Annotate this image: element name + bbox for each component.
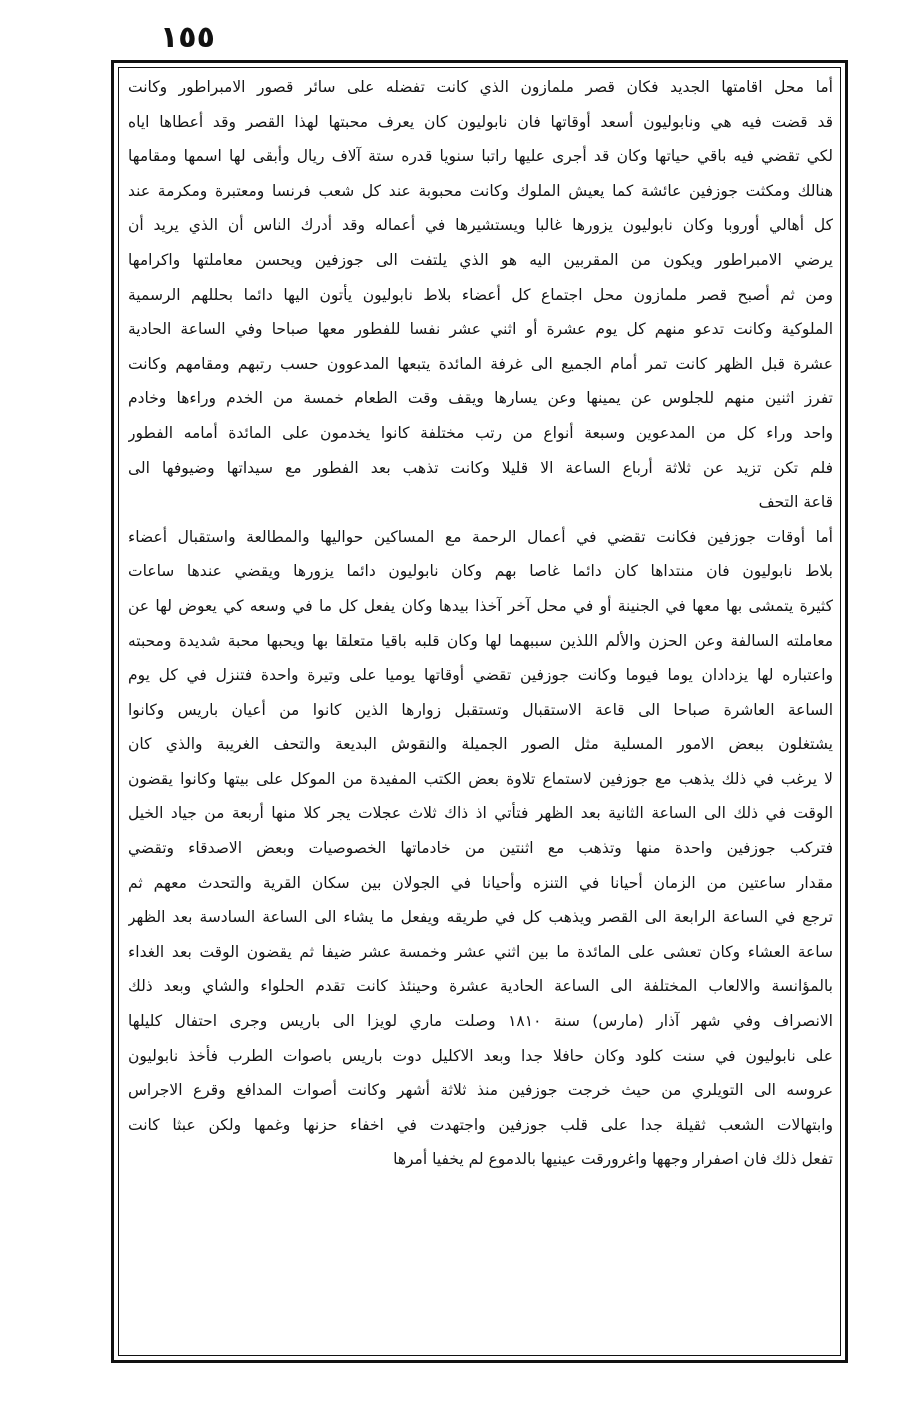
text-line: تفعل ذلك فان اصفرار وجهها واغرورقت عينيها بالدموع لم يخفيا أمرها <box>393 1150 833 1169</box>
text-line: على نابوليون في سنت كلود وكان حافلا جدا وبعد الاكليل دوت باريس باصوات الطرب فأخذ نابوليون <box>128 1046 833 1065</box>
text-line: الملوكية وكانت تدعو منهم كل يوم عشرة أو اثني عشر نفسا للفطور معها صباحا وفي الساعة الحادية <box>128 320 833 339</box>
text-line: معاملته السالفة وعن الحزن والألم اللذين سببهما لها وكان قلبه باقيا متعلقا بها ويحبها محبة شديدة ومحبته <box>128 631 833 650</box>
text-line: واحد وراء كل من المدعوين وسبعة أنواع من رتب مختلفة كانوا يخدمون على المائدة أمامه الفطور <box>128 423 833 442</box>
text-line: لا يرغب في ذلك يذهب مع جوزفين لاستماع تلاوة بعض الكتب المفيدة من الموكل على بيتها وكانوا يقضون <box>128 769 833 788</box>
text-line: ساعة العشاء وكان تعشى على المائدة ما بين اثني عشر وخمسة عشر ضيفا ثم يقضون الوقت بعد الغداء <box>128 942 833 961</box>
text-line: يرضي الامبراطور ويكون من المقربين اليه هو الذي يلتفت الى جوزفين ويحسن معاملتها واكرامها <box>128 250 833 269</box>
body-text <box>128 70 833 1350</box>
text-line: بلاط نابوليون فان منتداها كان دائما غاصا بهم وكان نابوليون دائما يزورها ويقضي عندها ساعات <box>128 562 833 581</box>
text-line: قاعة التحف <box>758 493 833 512</box>
text-line: الانصراف وفي شهر آذار (مارس) سنة ١٨١٠ وصلت ماري لويزا الى باريس وجرى احتفال كليلها <box>128 1012 833 1031</box>
text-line: واعتباره لها يزدادان يوما فيوما وكانت جوزفين تقضي أوقاتها يوميا على وتيرة واحدة فتنزل في كل يوم <box>128 666 833 685</box>
text-line: عشرة قبل الظهر كانت تمر أمام الجميع الى غرفة المائدة يتبعها المدعوون حسب رتبهم ومقامهم وكانت <box>128 354 833 373</box>
text-line: أما محل اقامتها الجديد فكان قصر ملمازون الذي كانت تفضله على سائر قصور الامبراطور وكانت <box>128 78 833 96</box>
text-line: قد قضت فيه هي ونابوليون أسعد أوقاتها فان نابوليون كان يعرف محبتها لهذا القصر وقد أعطاها اياه <box>128 112 833 131</box>
text-line: وابتهالات الشعب ثقيلة جدا على قلب جوزفين واجتهدت في اخفاء حزنها وغمها ولكن عبثا كانت <box>128 1115 833 1134</box>
text-line: عروسه الى التويلري من حيث خرجت جوزفين منذ ثلاثة أشهر وكانت أصوات المدافع وقرع الاجراس <box>128 1081 833 1100</box>
text-line: كل أهالي أوروبا وكان نابوليون يزورها غالبا ويستشيرها في أعماله وقد أدرك الناس أن الذي يريد أن <box>128 216 833 235</box>
text-line: كثيرة يتمشى بها معها في الجنينة أو في محل آخر آخذا بيدها وكان يفعل كل ما في وسعه كي يعوض لها عن <box>128 596 833 615</box>
text-line: الساعة العاشرة صباحا الى قاعة الاستقبال وتستقبل زوارها الذين كانوا من أعيان باريس وكانوا <box>128 700 833 719</box>
text-line: الوقت في ذلك الى الساعة الثانية بعد الظهر فتأتي اذ ذاك ثلاث عجلات يجر كلا منها أربعة من جياد الخيل <box>128 804 833 823</box>
text-line: فتركب جوزفين واحدة منها وتذهب مع اثنتين من خادماتها الخصوصيات وبعض الاصدقاء وتقضي <box>128 839 833 858</box>
page-number: ١٥٥ <box>160 20 215 55</box>
text-line: هنالك ومكثت جوزفين عائشة كما يعيش الملوك وكانت محبوبة عند كل شعب فرنسا ومعتبرة ومكرمة عند <box>128 181 833 200</box>
text-line: لكي تقضي فيه باقي حياتها وكان قد أجرى عليها راتبا سنويا قدره ستة آلاف ريال وأبقى لها اسمها ومقامها <box>128 147 833 166</box>
text-line: بالمؤانسة والالعاب المختلفة الى الساعة الحادية عشرة وحينئذ كانت تقدم الحلواء والشاي وبعد ذلك <box>128 977 833 996</box>
text-line: أما أوقات جوزفين فكانت تقضي في أعمال الرحمة مع المساكين حواليها والمطالعة واستقبال أعضاء <box>128 527 833 546</box>
text-line: ترجع في الساعة الرابعة الى القصر ويذهب كل في طريقه ويفعل ما يشاء الى الساعة السادسة بعد الظهر <box>128 908 833 927</box>
text-line: ومن ثم أصبح قصر ملمازون محل اجتماع كل أعضاء بلاط نابوليون يأتون اليها دائما بحللهم الرسمية <box>128 285 833 304</box>
text-line: مقدار ساعتين من الزمان أحيانا في التنزه وأحيانا في الجولان بين سكان القرية والتحدث معهم ثم <box>128 873 833 892</box>
text-line: تفرز اثنين منهم للجلوس عن يمينها وعن يسارها ويقف وقت الطعام خمسة من الخدم وراءها وخادم <box>128 389 833 408</box>
text-line: يشتغلون ببعض الامور المسلية مثل الصور الجميلة والنقوش البديعة والتحف الغريبة والذي كان <box>128 735 833 754</box>
text-line: فلم تكن تزيد عن ثلاثة أرباع الساعة الا قليلا وكانت تذهب بعد الفطور مع سيداتها وضيوفها الى <box>128 458 833 477</box>
